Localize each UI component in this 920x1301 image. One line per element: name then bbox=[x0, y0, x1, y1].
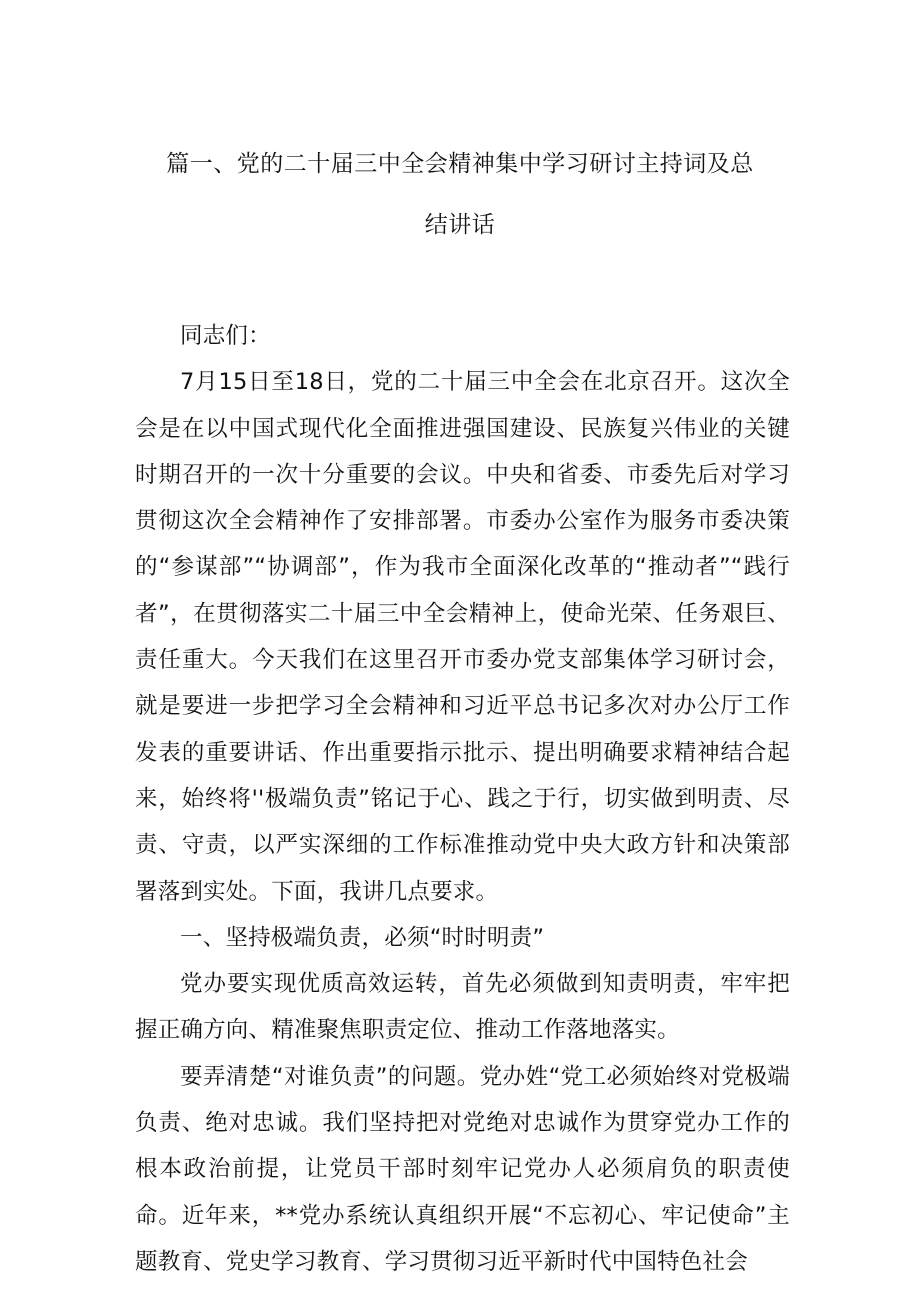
paragraph-responsibility: 要弄清楚“对谁负责”的问题。党办姓“党工必须始终对党极端负责、绝对忠诚。我们坚持把对党绝对忠诚作为贯穿党办工作的根本政治前提，让党员干部时刻牢记党办人必须肩负的职责使命。近年来，**党办系统认真组织开展“不忘初心、牢记使命”主题教育、党史学习教育、学习贯彻习近平新时代中国特色社会 bbox=[135, 1063, 790, 1275]
document-title-line-1: 篇一、党的二十届三中全会精神集中学习研讨主持词及总 bbox=[166, 151, 754, 177]
section-heading-1: 一、坚持极端负责，必须“时时明责” bbox=[180, 924, 545, 951]
paragraph-intro: 7月15日至18日，党的二十届三中全会在北京召开。这次全会是在以中国式现代化全面推进强国建设、民族复兴伟业的关键时期召开的一次十分重要的会议。中央和省委、市委先后对学习贯彻这次全会精神作了安排部署。市委办公室作为服务市委决策的“参谋部”“协调部”，作为我市全面深化改革的“推动者”“践行者”，在贯彻落实二十届三中全会精神上，使命光荣、任务艰巨、责任重大。今天我们在这里召开市委办党支部集体学习研讨会，就是要进一步把学习全会精神和习近平总书记多次对办公厅工作发表的重要讲话、作出重要指示批示、提出明确要求精神结合起来，始终将''极端负责”铭记于心、践之于行，切实做到明责、尽责、守责，以严实深细的工作标准推动党中央大政方针和决策部署落到实处。下面，我讲几点要求。 bbox=[135, 369, 790, 905]
document-body bbox=[135, 313, 790, 1285]
document-title-line-2: 结讲话 bbox=[424, 212, 496, 238]
greeting: 同志们： bbox=[180, 323, 271, 349]
paragraph-section-1-intro: 党办要实现优质高效运转，首先必须做到知责明责，牢牢把握正确方向、精准聚焦职责定位、推动工作落地落实。 bbox=[135, 971, 790, 1044]
